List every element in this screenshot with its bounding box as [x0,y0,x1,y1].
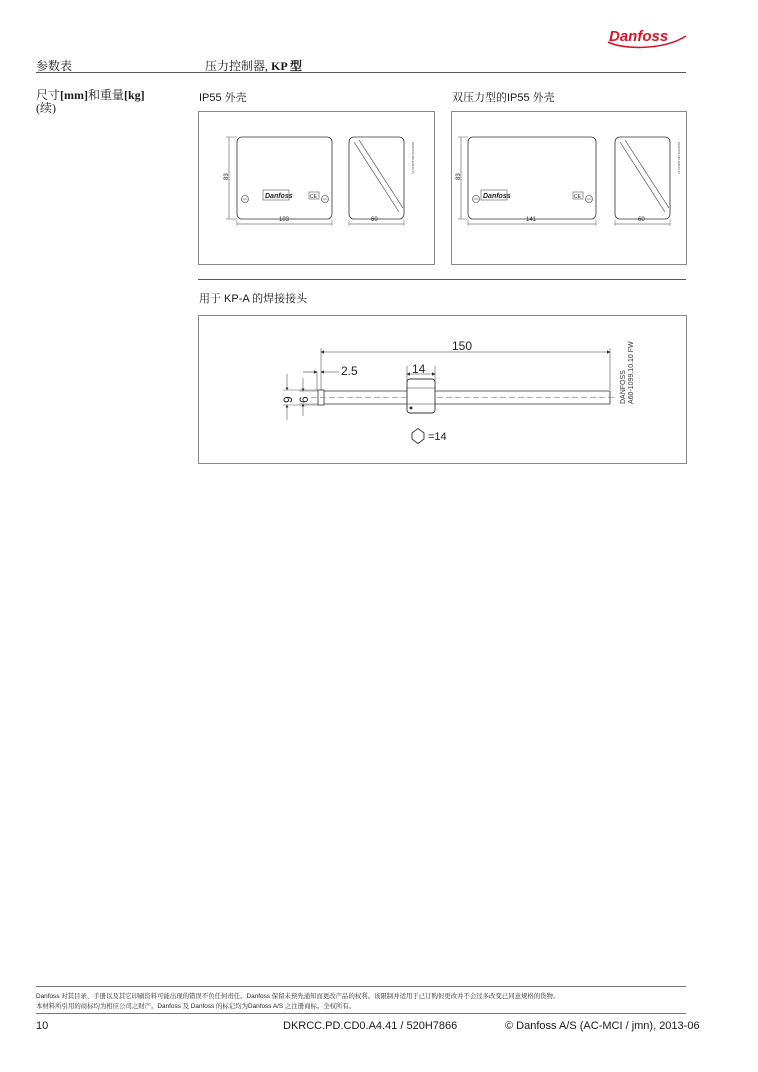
ip55-drawing [199,112,434,264]
ip55-front-view [237,137,332,219]
danfoss-logo [604,22,690,52]
dimensions-heading: 尺寸[mm]和重量[kg] (续) [36,88,145,115]
product-model: KP 型 [271,59,303,73]
product-name: 压力控制器 [205,59,266,73]
inner-diameter-dim: 6 [297,396,311,403]
ip55-depth-dim: 60 [371,217,378,223]
collar-dim: 2.5 [341,364,358,378]
hex-size-label: =14 [428,431,447,443]
nut-width-dim: 14 [412,362,426,376]
ip55-figure [198,111,435,265]
disclaimer-line-2: 本材料所引用的商标均为相应公司之财产。Danfoss 及 Danfoss 的标记均为Danfoss A/S 之注册商标。全权所有。 [36,1003,356,1010]
svg-text:CE: CE [310,194,317,200]
kpa-figure [198,315,687,464]
ip55-height-dim: 83 [224,173,230,180]
outer-diameter-dim: 9 [281,396,295,403]
ip55-front-logo: Danfoss [265,193,293,200]
dual-ip55-figure [451,111,687,265]
kpa-code-2: A60-1099.10.10 FW [628,341,635,404]
kpa-code-1: DANFOSS [620,370,627,404]
dual-width-dim: 141 [526,217,537,223]
svg-text:CE: CE [574,194,581,200]
dual-side-code: DANFOSS A60-1235.10 12 [677,142,680,174]
dual-ip55-caption: 双压力型的IP55 外壳 [452,92,555,104]
brand-text: Danfoss [609,28,669,45]
dual-ip55-drawing [452,112,686,264]
disclaimer-line-1: Danfoss 对其目录、手册以及其它印刷资料可能出现的错误不负任何责任。Danfoss 保留未预先通知而更改产品的权利。该限制并适用于已订购但更改并不会过多改变已同意规格的货物。 [36,993,560,1000]
hexagon-icon [412,429,424,444]
dual-depth-dim: 60 [638,217,645,223]
dual-front-view [468,137,596,219]
section-rule [198,279,686,280]
header-rule [36,72,686,73]
product-title: 压力控制器, KP 型 [205,59,303,73]
ip55-caption: IP55 外壳 [199,92,247,104]
ip55-side-code: DANFOSS A60-1234.10 12 [411,142,414,174]
section-title: 参数表 [36,59,73,73]
length-dim: 150 [452,339,473,353]
copyright: © Danfoss A/S (AC-MCI / jmn), 2013-06 [505,1020,700,1032]
kpa-drawing [199,316,686,463]
footer-rule [36,1013,686,1014]
footer-top-rule [36,986,686,987]
kpa-caption: 用于 KP-A 的焊接接头 [199,293,308,305]
ip55-width-dim: 103 [279,217,290,223]
dual-front-logo: Danfoss [483,193,511,200]
page-number: 10 [36,1020,49,1032]
dual-height-dim: 83 [456,173,462,180]
doc-code: DKRCC.PD.CD0.A4.41 / 520H7866 [283,1020,458,1032]
